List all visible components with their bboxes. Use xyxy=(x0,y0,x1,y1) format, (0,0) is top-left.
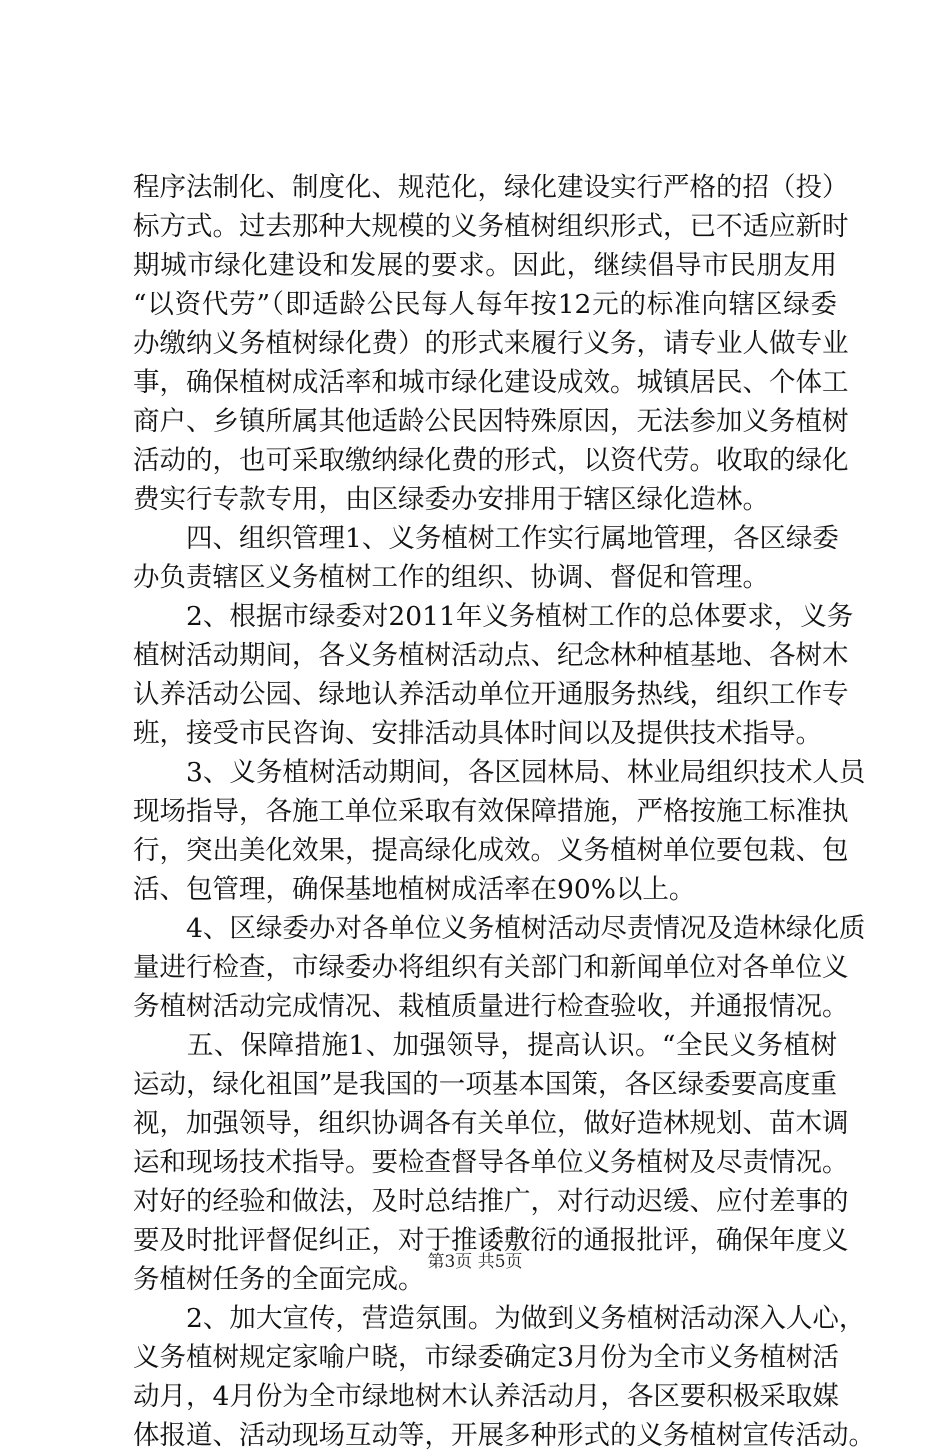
text-line: 行，突出美化效果，提高绿化成效。义务植树单位要包栽、包 xyxy=(133,835,849,866)
text-line: 4、区绿委办对各单位义务植树活动尽责情况及造林绿化质 xyxy=(133,913,866,944)
text-line: 2、根据市绿委对2011年义务植树工作的总体要求，义务 xyxy=(133,601,854,632)
page-number: 第3页 共5页 xyxy=(427,1252,523,1272)
text-line: 标方式。过去那种大规模的义务植树组织形式，已不适应新时 xyxy=(133,211,849,242)
text-line: 班，接受市民咨询、安排活动具体时间以及提供技术指导。 xyxy=(133,718,822,749)
text-line: 程序法制化、制度化、规范化，绿化建设实行严格的招（投） xyxy=(133,172,849,203)
text-line: 务植树活动完成情况、栽植质量进行检查验收，并通报情况。 xyxy=(133,991,849,1022)
text-line: 量进行检查，市绿委办将组织有关部门和新闻单位对各单位义 xyxy=(133,952,849,983)
text-line: 五、保障措施1、加强领导，提高认识。“全民义务植树 xyxy=(133,1030,837,1061)
text-line: 商户、乡镇所属其他适龄公民因特殊原因，无法参加义务植树 xyxy=(133,406,849,437)
text-line: 3、义务植树活动期间，各区园林局、林业局组织技术人员 xyxy=(133,757,866,788)
text-line: 四、组织管理1、义务植树工作实行属地管理，各区绿委 xyxy=(133,523,839,554)
text-line: “以资代劳”（即适龄公民每人每年按12元的标准向辖区绿委 xyxy=(133,289,837,320)
text-line: 办缴纳义务植树绿化费）的形式来履行义务，请专业人做专业 xyxy=(133,328,849,359)
text-line: 务植树任务的全面完成。 xyxy=(133,1264,425,1295)
text-line: 视，加强领导，组织协调各有关单位，做好造林规划、苗木调 xyxy=(133,1108,849,1139)
text-line: 活动的，也可采取缴纳绿化费的形式，以资代劳。收取的绿化 xyxy=(133,445,849,476)
text-line: 2、加大宣传，营造氛围。为做到义务植树活动深入人心， xyxy=(133,1303,866,1334)
text-line: 对好的经验和做法，及时总结推广，对行动迟缓、应付差事的 xyxy=(133,1186,849,1217)
text-line: 费实行专款专用，由区绿委办安排用于辖区绿化造林。 xyxy=(133,484,769,515)
text-line: 义务植树规定家喻户晓，市绿委确定3月份为全市义务植树活 xyxy=(133,1342,839,1373)
text-line: 事，确保植树成活率和城市绿化建设成效。城镇居民、个体工 xyxy=(133,367,849,398)
text-line: 现场指导，各施工单位采取有效保障措施，严格按施工标准执 xyxy=(133,796,849,827)
text-line: 动月，4月份为全市绿地树木认养活动月，各区要积极采取媒 xyxy=(133,1381,839,1412)
text-line: 办负责辖区义务植树工作的组织、协调、督促和管理。 xyxy=(133,562,769,593)
text-line: 植树活动期间，各义务植树活动点、纪念林种植基地、各树木 xyxy=(133,640,849,671)
text-line: 要及时批评督促纠正，对于推诿敷衍的通报批评，确保年度义 xyxy=(133,1225,849,1256)
text-line: 运动，绿化祖国”是我国的一项基本国策，各区绿委要高度重 xyxy=(133,1069,837,1100)
text-line: 活、包管理，确保基地植树成活率在90%以上。 xyxy=(133,874,696,905)
text-line: 认养活动公园、绿地认养活动单位开通服务热线，组织工作专 xyxy=(133,679,849,710)
page-footer xyxy=(0,1250,950,1274)
text-line: 期城市绿化建设和发展的要求。因此，继续倡导市民朋友用 xyxy=(133,250,837,281)
text-line: 体报道、活动现场互动等，开展多种形式的义务植树宣传活动。 xyxy=(133,1420,875,1451)
text-line: 运和现场技术指导。要检查督导各单位义务植树及尽责情况。 xyxy=(133,1147,849,1178)
